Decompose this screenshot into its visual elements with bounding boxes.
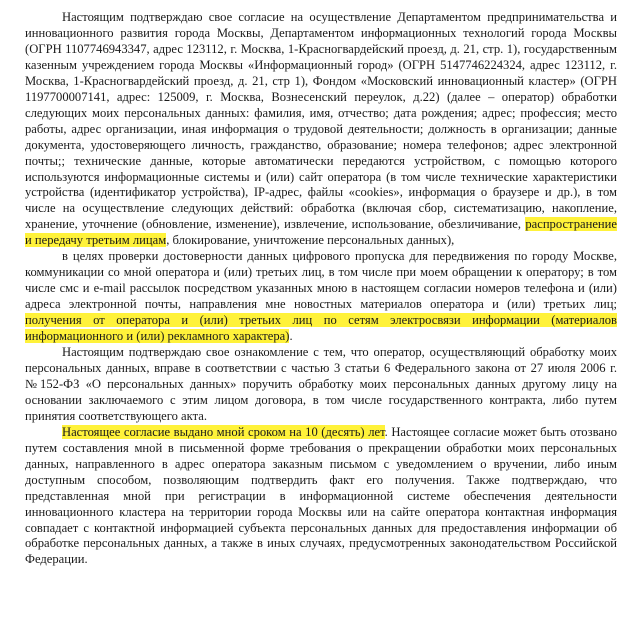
highlighted-text: получения от оператора и (или) третьих лиц по сетям электросвязи информации (материалов информационного и (или) рекламного характера) — [25, 313, 617, 344]
paragraph-purposes — [25, 249, 617, 345]
paragraph-consent-scope — [25, 10, 617, 249]
paragraph-term-and-revocation — [25, 425, 617, 569]
consent-document — [25, 10, 617, 568]
text-segment: Настоящим подтверждаю свое ознакомление с тем, что оператор, осуществляющий обработку моих персональных данных, вправе в соответствии с частью 3 статьи 6 Федерального закона от 27 июля 2006 г. №152-ФЗ «О персональных данных» поручить обработку моих персональных данных другому лицу на основании заключаемого с этим лицом договора, в том числе государственного контракта, либо путем принятия соответствующего акта. — [25, 345, 617, 423]
text-segment: . — [289, 329, 293, 344]
text-segment: . Настоящее согласие может быть отозвано путем составления мной в письменной форме требования о прекращении обработки моих персональных данных, направленного в адрес оператора заказным письмом с уведомлением о вручении, либо иным доступным способом, позволяющим подтвердить факт его получения. Также подтверждаю, что представленная мной при регистрации в информационной системе обеспечения деятельности инновационного кластера на территории города Москвы или на сайте оператора контактная информация совпадает с контактной информацией субъекта персональных данных для предоставления информации об обработке персональных данных, а также в иных случаях, предусмотренных законодательством Российской Федерации. — [25, 424, 617, 567]
text-segment: в целях проверки достоверности данных цифрового пропуска для передвижения по городу Москве, коммуникации со мной оператора и (или) третьих лиц, в том числе при моем обращении к оператору; в том числе смс и e-mail рассылок посредством указанных мною в настоящем согласии номеров телефона и (или) адреса электронной почты, направления мне новостных материалов оператора и (или) третьих лиц; — [25, 249, 617, 312]
highlighted-text: распространение и передачу третьим лицам — [25, 217, 617, 248]
text-segment: Настоящим подтверждаю свое согласие на осуществление Департаментом предпринимательства и инновационного развития города Москвы, Департаментом информационных технологий города Москвы (ОГРН 1107746943347, адрес 123112, г. Москва, 1-Красногвардейский проезд, д. 21, стр. 1), государственным казенным учреждением города Москвы «Информационный город» (ОГРН 5147746224324, адрес 123112, г. Москва, 1-Красногвардейский проезд, д. 21, стр 1), Фондом «Московский инновационный кластер» (ОГРН 1197700007141, адрес: 125009, г. Москва, Вознесенский переулок, д.22) (далее – оператор) обработки следующих моих персональных данных: фамилия, имя, отчество; дата рождения; адрес; профессия; место работы, адрес организации, иная информация о трудовой деятельности; должность в организации; данные документа, удостоверяющего личность, гражданство, образование; номера телефонов; адрес электронной почты;; технические данные, которые автоматически передаются устройством, с помощью которого используются информационные системы и (или) сайт оператора (в том числе технические характеристики устройства (идентификатор устройства), IP-адрес, файлы «cookies», информация о браузере и др.), в том числе на осуществление следующих действий: обработка (включая сбор, систематизацию, накопление, хранение, уточнение (обновление, изменение), извлечение, использование, обезличивание, — [25, 10, 617, 232]
highlighted-text: Настоящее согласие выдано мной сроком на 10 (десять) лет — [62, 424, 385, 439]
paragraph-delegation — [25, 345, 617, 425]
text-segment: , блокирование, уничтожение персональных данных), — [166, 233, 455, 248]
